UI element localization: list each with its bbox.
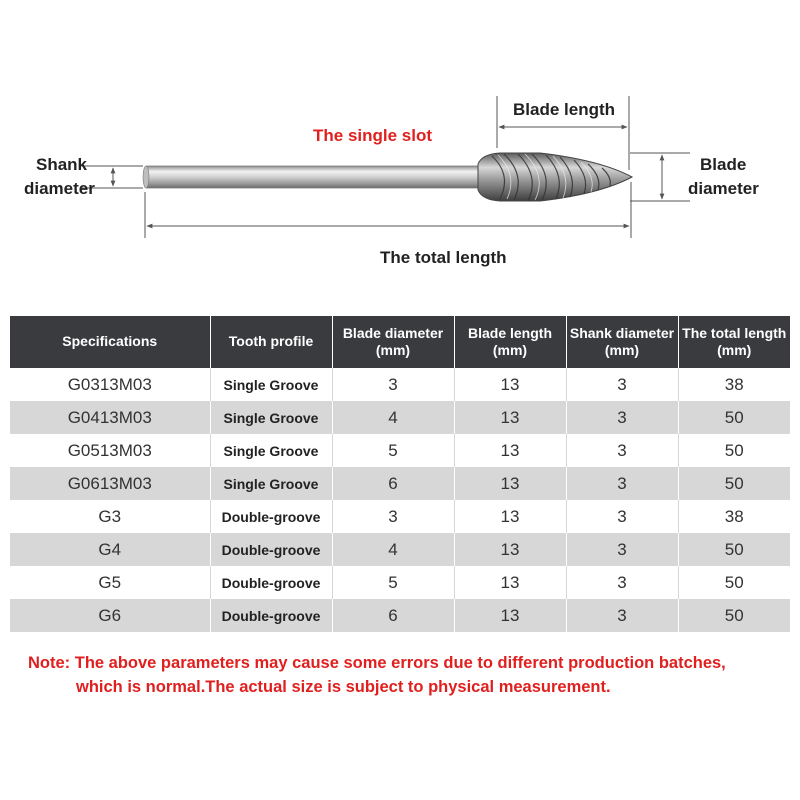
table-row — [10, 434, 790, 467]
cell-total-length: 38 — [678, 500, 790, 533]
cell-total-length: 50 — [678, 467, 790, 500]
cell-spec: G0413M03 — [10, 401, 210, 434]
cell-total-length: 50 — [678, 566, 790, 599]
cell-blade-length: 13 — [454, 500, 566, 533]
cell-blade-length: 13 — [454, 566, 566, 599]
table-row — [10, 368, 790, 401]
header-total-length: The total length (mm) — [678, 316, 790, 368]
table-row — [10, 467, 790, 500]
shank-diameter-label-1: Shank — [36, 155, 88, 174]
cell-tooth-profile: Double-groove — [210, 599, 332, 632]
note-line-2: which is normal.The actual size is subject to physical measurement. — [76, 678, 611, 696]
cell-shank-diameter: 3 — [566, 401, 678, 434]
blade-diameter-label-1: Blade — [700, 155, 747, 174]
header-tooth-profile: Tooth profile — [210, 316, 332, 368]
cell-spec: G5 — [10, 566, 210, 599]
cell-total-length: 50 — [678, 401, 790, 434]
total-length-label: The total length — [380, 248, 507, 267]
table-row — [10, 533, 790, 566]
cell-blade-diameter: 4 — [332, 401, 454, 434]
blade-diameter-dimension — [630, 153, 690, 201]
cell-shank-diameter: 3 — [566, 599, 678, 632]
cell-blade-diameter: 4 — [332, 533, 454, 566]
cell-tooth-profile: Double-groove — [210, 566, 332, 599]
burr-diagram — [0, 0, 800, 290]
note-line-1: Note: The above parameters may cause some errors due to different production batches, — [28, 654, 726, 672]
cell-blade-length: 13 — [454, 533, 566, 566]
cell-blade-diameter: 3 — [332, 500, 454, 533]
table-header-row — [10, 316, 790, 368]
cell-tooth-profile: Double-groove — [210, 500, 332, 533]
cell-blade-length: 13 — [454, 467, 566, 500]
cell-shank-diameter: 3 — [566, 434, 678, 467]
header-specifications: Specifications — [10, 316, 210, 368]
cell-spec: G0513M03 — [10, 434, 210, 467]
table-row — [10, 500, 790, 533]
cell-total-length: 50 — [678, 599, 790, 632]
table-row — [10, 566, 790, 599]
burr-head — [478, 153, 632, 201]
cell-tooth-profile: Single Groove — [210, 467, 332, 500]
cell-blade-diameter: 3 — [332, 368, 454, 401]
shank — [143, 166, 485, 188]
shank-diameter-label-2: diameter — [24, 179, 95, 198]
cell-spec: G3 — [10, 500, 210, 533]
cell-tooth-profile: Single Groove — [210, 434, 332, 467]
cell-spec: G6 — [10, 599, 210, 632]
header-blade-diameter: Blade diameter (mm) — [332, 316, 454, 368]
cell-blade-diameter: 6 — [332, 467, 454, 500]
cell-shank-diameter: 3 — [566, 566, 678, 599]
header-blade-length: Blade length (mm) — [454, 316, 566, 368]
cell-tooth-profile: Single Groove — [210, 368, 332, 401]
cell-blade-length: 13 — [454, 368, 566, 401]
cell-blade-length: 13 — [454, 401, 566, 434]
cell-blade-diameter: 5 — [332, 566, 454, 599]
cell-shank-diameter: 3 — [566, 368, 678, 401]
cell-blade-length: 13 — [454, 434, 566, 467]
specification-table — [10, 316, 790, 632]
blade-diameter-label-2: diameter — [688, 179, 759, 198]
cell-total-length: 38 — [678, 368, 790, 401]
table-row — [10, 401, 790, 434]
disclaimer-note — [28, 651, 788, 699]
table-row — [10, 599, 790, 632]
cell-shank-diameter: 3 — [566, 467, 678, 500]
header-shank-diameter: Shank diameter (mm) — [566, 316, 678, 368]
cell-shank-diameter: 3 — [566, 500, 678, 533]
cell-total-length: 50 — [678, 533, 790, 566]
cell-blade-diameter: 6 — [332, 599, 454, 632]
blade-length-label: Blade length — [513, 100, 616, 119]
cell-spec: G0613M03 — [10, 467, 210, 500]
cell-total-length: 50 — [678, 434, 790, 467]
cell-tooth-profile: Single Groove — [210, 401, 332, 434]
cell-spec: G4 — [10, 533, 210, 566]
cell-spec: G0313M03 — [10, 368, 210, 401]
slot-type-title: The single slot — [313, 126, 433, 145]
cell-blade-diameter: 5 — [332, 434, 454, 467]
cell-shank-diameter: 3 — [566, 533, 678, 566]
cell-blade-length: 13 — [454, 599, 566, 632]
cell-tooth-profile: Double-groove — [210, 533, 332, 566]
